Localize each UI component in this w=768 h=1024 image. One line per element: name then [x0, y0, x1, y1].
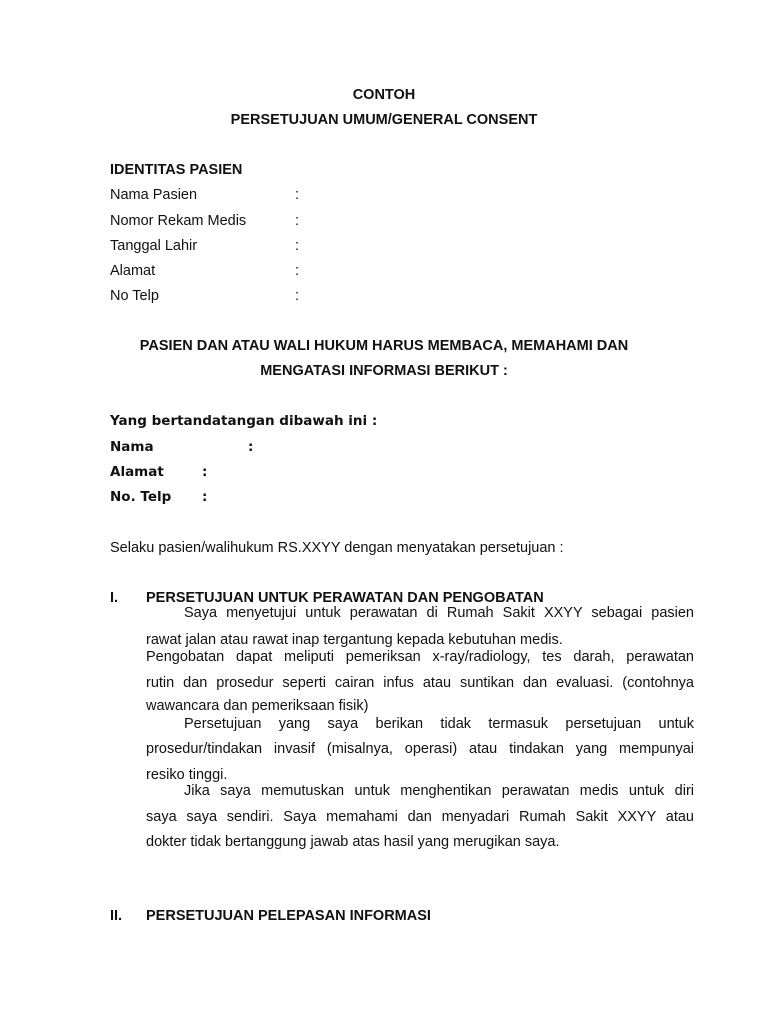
paragraph-line: Saya menyetujui untuk perawatan di Rumah Sakit XXYY sebagai pasien — [184, 605, 694, 621]
paragraph-line: Pengobatan dapat meliputi pemeriksan x-ray/radiology, tes darah, perawatan — [146, 649, 694, 665]
paragraph-line: resiko tinggi. — [146, 767, 228, 783]
field-colon: : — [295, 288, 300, 304]
section-number: I. — [110, 590, 119, 606]
field-label: Alamat — [110, 263, 156, 279]
paragraph-line: Persetujuan yang saya berikan tidak termasuk persetujuan untuk — [184, 716, 694, 732]
paragraph-line: prosedur/tindakan invasif (misalnya, operasi) atau tindakan yang mempunyai — [146, 741, 694, 757]
signer-field-colon: : — [248, 439, 254, 455]
notice-line-1: PASIEN DAN ATAU WALI HUKUM HARUS MEMBACA, MEMAHAMI DAN — [139, 338, 629, 354]
paragraph-line: dokter tidak bertanggung jawab atas hasil yang merugikan saya. — [146, 834, 560, 850]
signer-field-colon: : — [202, 489, 208, 505]
paragraph-line: Jika saya memutuskan untuk menghentikan perawatan medis untuk diri — [184, 783, 694, 799]
section-title: PERSETUJUAN UNTUK PERAWATAN DAN PENGOBATAN — [146, 590, 544, 606]
field-label: Nomor Rekam Medis — [110, 213, 247, 229]
doc-title: PERSETUJUAN UMUM/GENERAL CONSENT — [230, 112, 538, 128]
section-title: PERSETUJUAN PELEPASAN INFORMASI — [146, 908, 431, 924]
field-label: No Telp — [110, 288, 159, 304]
field-label: Tanggal Lahir — [110, 238, 198, 254]
field-colon: : — [295, 187, 300, 203]
field-colon: : — [295, 213, 300, 229]
doc-label: CONTOH — [352, 87, 416, 103]
paragraph-line: rawat jalan atau rawat inap tergantung kepada kebutuhan medis. — [146, 632, 563, 648]
paragraph-line: wawancara dan pemeriksaan fisik) — [146, 698, 369, 714]
signer-field-label: Nama — [110, 439, 154, 455]
notice-line-2: MENGATASI INFORMASI BERIKUT : — [260, 363, 508, 379]
patient-identity-heading: IDENTITAS PASIEN — [110, 162, 243, 178]
field-colon: : — [295, 263, 300, 279]
paragraph-line: saya saya sendiri. Saya memahami dan menyadari Rumah Sakit XXYY atau — [146, 809, 694, 825]
field-colon: : — [295, 238, 300, 254]
signer-heading: Yang bertandatangan dibawah ini : — [110, 413, 378, 429]
signer-field-label: No. Telp — [110, 489, 172, 505]
paragraph-line: rutin dan prosedur seperti cairan infus atau suntikan dan evaluasi. (contohnya — [146, 675, 694, 691]
consent-statement: Selaku pasien/walihukum RS.XXYY dengan menyatakan persetujuan : — [110, 540, 564, 556]
section-number: II. — [110, 908, 123, 924]
field-label: Nama Pasien — [110, 187, 198, 203]
signer-field-colon: : — [202, 464, 208, 480]
signer-field-label: Alamat — [110, 464, 164, 480]
